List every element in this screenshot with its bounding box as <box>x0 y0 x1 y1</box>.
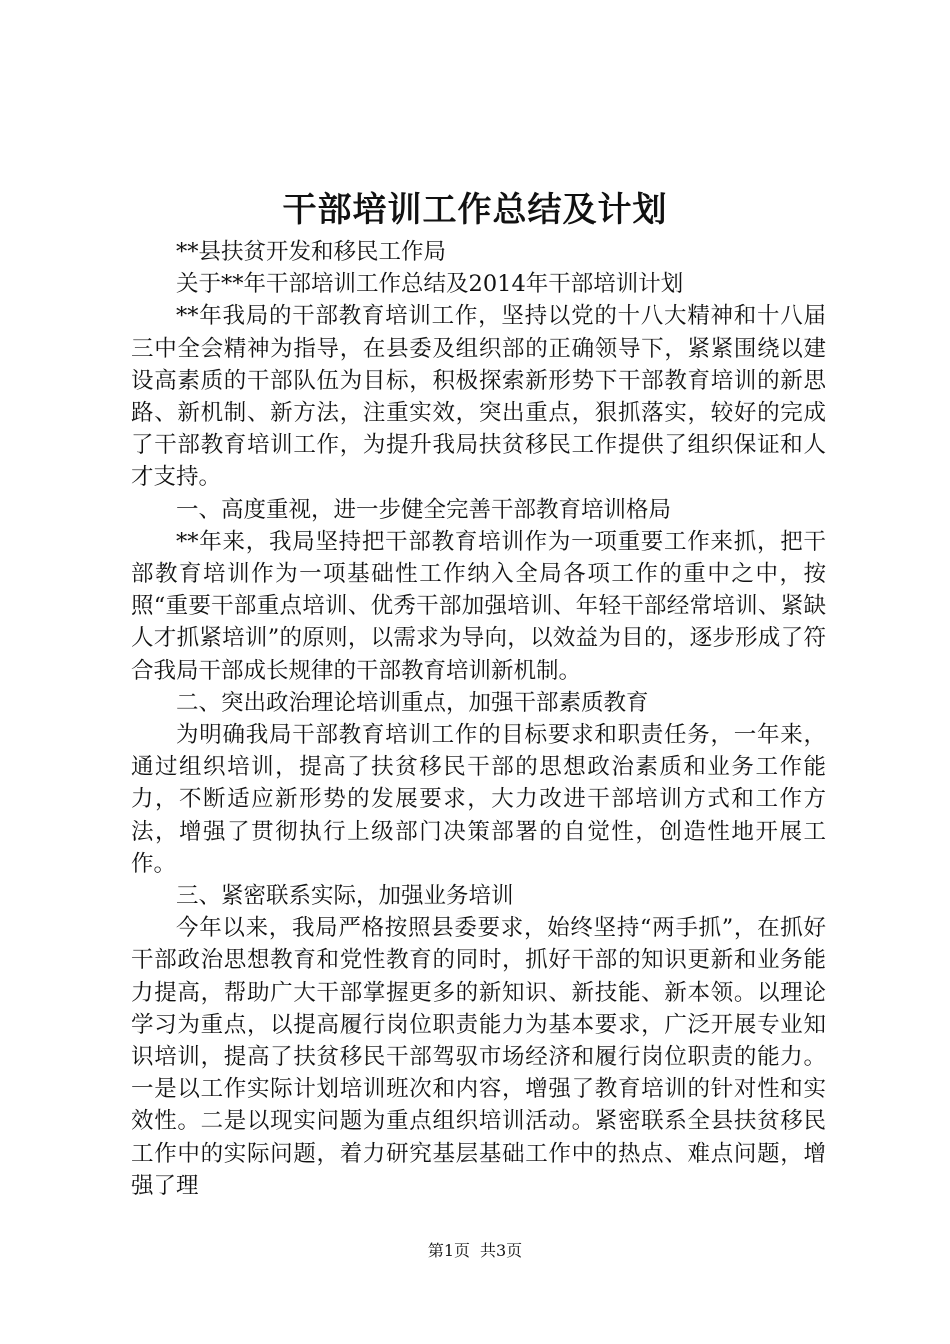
intro-paragraph: **年我局的干部教育培训工作，坚持以党的十八大精神和十八届三中全会精神为指导，在县委及组织部的正确领导下，紧紧围绕以建设高素质的干部队伍为目标，积极探索新形势下干部教育培训的新思路、新机制、新方法，注重实效，突出重点，狠抓落实，较好的完成了干部教育培训工作，为提升我局扶贫移民工作提供了组织保证和人才支持。 <box>131 303 826 491</box>
page-total: 共3页 <box>480 1241 523 1260</box>
document-body <box>131 236 826 1202</box>
org-name-line: **县扶贫开发和移民工作局 <box>176 239 447 265</box>
page-number: 第1页 <box>427 1241 470 1260</box>
document-title: 干部培训工作总结及计划 <box>282 190 668 230</box>
section-heading-2: 二、突出政治理论培训重点，加强干部素质教育 <box>176 689 649 716</box>
section-paragraph-1: **年来，我局坚持把干部教育培训作为一项重要工作来抓，把干部教育培训作为一项基础性工作纳入全局各项工作的重中之中，按照“重要干部重点培训、优秀干部加强培训、年轻干部经常培训、紧缺人才抓紧培训”的原则，以需求为导向，以效益为目的，逐步形成了符合我局干部成长规律的干部教育培训新机制。 <box>131 528 826 684</box>
section-heading-1: 一、高度重视，进一步健全完善干部教育培训格局 <box>176 496 672 523</box>
page-footer <box>0 1240 950 1262</box>
subtitle-line: 关于**年干部培训工作总结及2014年干部培训计划 <box>176 271 684 298</box>
section-paragraph-2: 为明确我局干部教育培训工作的目标要求和职责任务，一年来，通过组织培训，提高了扶贫移民干部的思想政治素质和业务工作能力，不断适应新形势的发展要求，大力改进干部培训方式和工作方法，增强了贯彻执行上级部门决策部署的自觉性，创造性地开展工作。 <box>131 722 826 877</box>
section-heading-3: 三、紧密联系实际，加强业务培训 <box>176 883 514 910</box>
section-paragraph-3: 今年以来，我局严格按照县委要求，始终坚持“两手抓”，在抓好干部政治思想教育和党性教育的同时，抓好干部的知识更新和业务能力提高，帮助广大干部掌握更多的新知识、新技能、新本领。以理论学习为重点，以提高履行岗位职责能力为基本要求，广泛开展专业知识培训，提高了扶贫移民干部驾驭市场经济和履行岗位职责的能力。一是以工作实际计划培训班次和内容，增强了教育培训的针对性和实效性。二是以现实问题为重点组织培训活动。紧密联系全县扶贫移民工作中的实际问题，着力研究基层基础工作中的热点、难点问题，增强了理 <box>131 915 826 1199</box>
